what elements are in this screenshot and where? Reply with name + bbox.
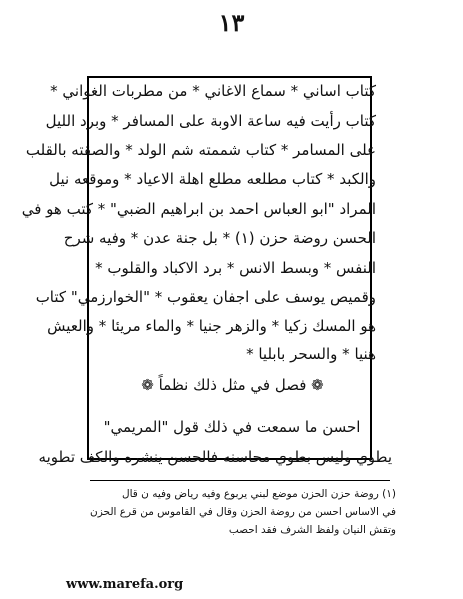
- text-line: هو المسك زكيا * والزهر جنيا * والماء مريئا * والعيش: [47, 317, 376, 335]
- footnote-line: وتقش النيان ولفظ الشرف فقد احصب: [228, 524, 396, 536]
- footnote-divider: [90, 480, 390, 481]
- text-line: المراد "ابو العباس احمد بن ابراهيم الضبي" * كتب هو في: [21, 200, 376, 218]
- text-line: النفس * وبسط الانس * برد الاكباد والقلوب *: [95, 259, 376, 277]
- verse-intro: احسن ما سمعت في ذلك قول "المريمي": [103, 418, 361, 436]
- text-line: كتاب رأيت فيه ساعة الاوبة على المسافر * وبرد الليل: [45, 112, 376, 130]
- text-line: هنيا * والسحر بابليا *: [246, 345, 376, 363]
- verse-line: يطوي وليس بطوي محاسنه فالحسن ينشره والكف تطويه: [38, 448, 392, 466]
- site-url: www.marefa.org: [66, 577, 184, 592]
- text-line: والكبد * كتاب مطلعه مطلع اهلة الاعياد * وموقعه نيل: [49, 170, 376, 188]
- section-heading: ❁ فصل في مثل ذلك نظماً ❁: [141, 376, 324, 394]
- text-line: الحسن روضة حزن (١) * بل جنة عدن * وفيه شرح: [63, 229, 376, 247]
- text-line: كتاب اساني * سماع الاغاني * من مطربات الغواني *: [50, 82, 376, 100]
- footnote-line: (١) روضة حزن الحزن موضع لبني يربوع وفيه رياض وفيه ن قال: [121, 488, 396, 500]
- footnote-line: في الاساس احسن من روضة الحزن وقال في القاموس من قرع الحزن: [90, 506, 396, 518]
- text-line: على المسامر * كتاب شممته شم الولد * والصقته بالقلب: [25, 141, 376, 159]
- page-number: ١٣: [218, 8, 245, 37]
- text-line: وقميص يوسف على اجفان يعقوب * "الخوارزمي" كتاب: [35, 288, 376, 306]
